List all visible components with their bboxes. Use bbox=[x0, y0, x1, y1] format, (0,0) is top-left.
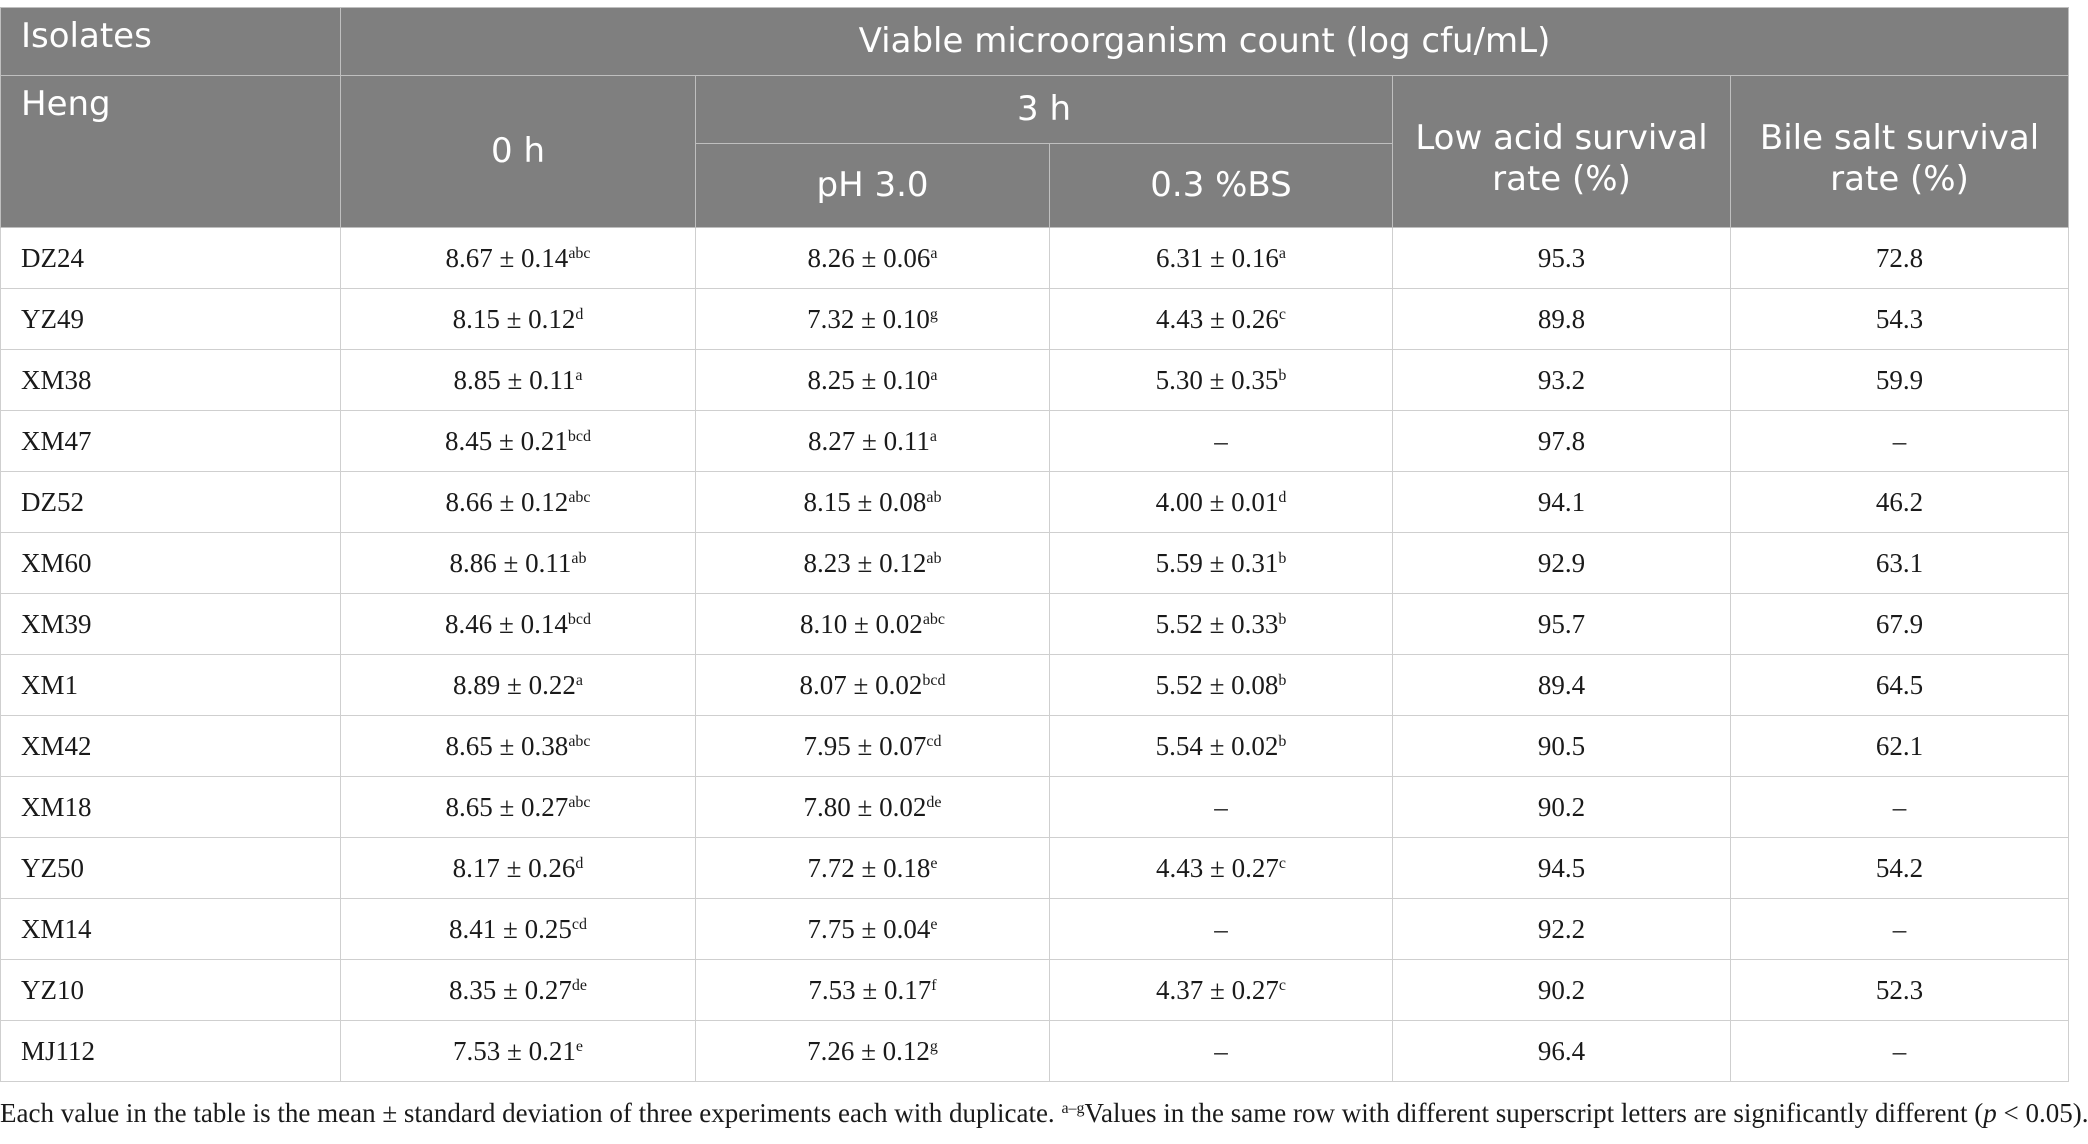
significance-superscript: g bbox=[929, 1037, 938, 1055]
bile-salt-count-cell bbox=[1050, 899, 1393, 960]
footnote-text-3: < 0.05). bbox=[1996, 1098, 2088, 1128]
isolate-name-value: MJ112 bbox=[21, 1035, 96, 1066]
isolate-name-value: YZ10 bbox=[21, 974, 84, 1005]
isolate-name-cell bbox=[1, 411, 341, 472]
low-acid-rate-value: 90.5 bbox=[1537, 730, 1586, 761]
isolate-name-value: XM60 bbox=[21, 547, 92, 578]
count-0h-cell bbox=[341, 411, 696, 472]
data-table bbox=[0, 7, 2069, 1082]
significance-superscript: c bbox=[1278, 976, 1286, 994]
significance-superscript: ab bbox=[926, 488, 942, 506]
ph3-count-cell bbox=[696, 777, 1050, 838]
count-0h-cell bbox=[341, 716, 696, 777]
low-acid-rate-value: 92.9 bbox=[1537, 547, 1586, 578]
low-acid-rate-value: 89.8 bbox=[1537, 303, 1586, 334]
isolate-name-value: DZ24 bbox=[21, 242, 84, 273]
ph3-count-value: 7.53 ± 0.17 bbox=[808, 974, 932, 1005]
low-acid-rate-value: 95.3 bbox=[1537, 242, 1586, 273]
ph3-count-cell bbox=[696, 838, 1050, 899]
bile-salt-rate-value: 72.8 bbox=[1875, 242, 1924, 273]
bile-salt-rate-cell bbox=[1731, 411, 2069, 472]
isolate-name-value: DZ52 bbox=[21, 486, 84, 517]
header-bile-salt-survival: Bile salt survival rate (%) bbox=[1731, 76, 2069, 228]
ph3-count-value: 7.75 ± 0.04 bbox=[807, 913, 931, 944]
low-acid-rate-cell bbox=[1393, 411, 1731, 472]
isolate-name-cell bbox=[1, 716, 341, 777]
table-row bbox=[1, 1021, 2069, 1082]
isolate-name-cell bbox=[1, 228, 341, 289]
low-acid-rate-value: 92.2 bbox=[1537, 913, 1586, 944]
low-acid-rate-cell bbox=[1393, 716, 1731, 777]
low-acid-rate-cell bbox=[1393, 777, 1731, 838]
ph3-count-value: 7.72 ± 0.18 bbox=[807, 852, 931, 883]
isolate-name-cell bbox=[1, 350, 341, 411]
ph3-count-value: 8.10 ± 0.02 bbox=[799, 608, 923, 639]
ph3-count-cell bbox=[696, 472, 1050, 533]
ph3-count-cell bbox=[696, 350, 1050, 411]
significance-superscript: a bbox=[930, 366, 938, 384]
isolate-name-value: XM42 bbox=[21, 730, 92, 761]
bile-salt-rate-cell bbox=[1731, 289, 2069, 350]
bile-salt-count-cell bbox=[1050, 838, 1393, 899]
count-0h-value: 8.41 ± 0.25 bbox=[449, 913, 572, 944]
table-footnote bbox=[0, 1098, 2088, 1129]
bile-salt-rate-value: 62.1 bbox=[1875, 730, 1924, 761]
bile-salt-rate-cell bbox=[1731, 533, 2069, 594]
bile-salt-count-cell bbox=[1050, 472, 1393, 533]
significance-superscript: b bbox=[1278, 610, 1287, 628]
ph3-count-value: 7.80 ± 0.02 bbox=[803, 791, 927, 822]
count-0h-cell bbox=[341, 594, 696, 655]
isolate-name-cell bbox=[1, 533, 341, 594]
bile-salt-rate-value: – bbox=[1892, 1035, 1907, 1066]
significance-superscript: de bbox=[926, 793, 942, 811]
bile-salt-count-cell bbox=[1050, 594, 1393, 655]
significance-superscript: b bbox=[1278, 732, 1287, 750]
bile-salt-count-cell bbox=[1050, 350, 1393, 411]
bile-salt-rate-value: 63.1 bbox=[1875, 547, 1924, 578]
significance-superscript: abc bbox=[568, 732, 591, 750]
table-row bbox=[1, 777, 2069, 838]
significance-superscript: a bbox=[575, 671, 583, 689]
bile-salt-rate-value: 46.2 bbox=[1875, 486, 1924, 517]
bile-salt-rate-value: – bbox=[1892, 913, 1907, 944]
bile-salt-rate-value: – bbox=[1892, 791, 1907, 822]
isolate-name-cell bbox=[1, 594, 341, 655]
count-0h-value: 8.85 ± 0.11 bbox=[453, 364, 576, 395]
header-ph3: pH 3.0 bbox=[696, 144, 1050, 228]
significance-superscript: cd bbox=[926, 732, 942, 750]
bile-salt-rate-value: 64.5 bbox=[1875, 669, 1924, 700]
count-0h-cell bbox=[341, 899, 696, 960]
table-row bbox=[1, 594, 2069, 655]
isolate-name-value: XM47 bbox=[21, 425, 92, 456]
bile-salt-rate-value: 54.3 bbox=[1875, 303, 1924, 334]
low-acid-rate-cell bbox=[1393, 228, 1731, 289]
table-row bbox=[1, 411, 2069, 472]
count-0h-value: 8.46 ± 0.14 bbox=[445, 608, 568, 639]
ph3-count-value: 8.27 ± 0.11 bbox=[808, 425, 930, 456]
count-0h-cell bbox=[341, 838, 696, 899]
footnote-text-1: Each value in the table is the mean ± standard deviation of three experiments each with duplicate. bbox=[0, 1098, 1062, 1128]
count-0h-value: 8.65 ± 0.27 bbox=[445, 791, 569, 822]
isolate-name-cell bbox=[1, 472, 341, 533]
table-body bbox=[1, 228, 2069, 1082]
significance-superscript: b bbox=[1278, 671, 1287, 689]
low-acid-rate-cell bbox=[1393, 472, 1731, 533]
bile-salt-count-cell bbox=[1050, 655, 1393, 716]
significance-superscript: d bbox=[575, 305, 584, 323]
bile-salt-count-cell bbox=[1050, 960, 1393, 1021]
bile-salt-rate-cell bbox=[1731, 899, 2069, 960]
low-acid-rate-cell bbox=[1393, 1021, 1731, 1082]
table-row bbox=[1, 533, 2069, 594]
ph3-count-cell bbox=[696, 289, 1050, 350]
count-0h-value: 8.86 ± 0.11 bbox=[449, 547, 572, 578]
table-row bbox=[1, 716, 2069, 777]
ph3-count-value: 8.26 ± 0.06 bbox=[807, 242, 931, 273]
significance-superscript: bcd bbox=[567, 610, 591, 628]
significance-superscript: ab bbox=[571, 549, 587, 567]
low-acid-rate-value: 90.2 bbox=[1537, 974, 1586, 1005]
low-acid-rate-cell bbox=[1393, 289, 1731, 350]
isolate-name-value: XM1 bbox=[21, 669, 79, 700]
low-acid-rate-value: 93.2 bbox=[1537, 364, 1586, 395]
header-viable-count: Viable microorganism count (log cfu/mL) bbox=[341, 8, 2069, 76]
significance-superscript: abc bbox=[922, 610, 946, 628]
bile-salt-count-cell bbox=[1050, 777, 1393, 838]
bile-salt-count-value: 5.30 ± 0.35 bbox=[1155, 364, 1279, 395]
isolate-name-value: XM39 bbox=[21, 608, 92, 639]
count-0h-cell bbox=[341, 533, 696, 594]
count-0h-value: 8.89 ± 0.22 bbox=[453, 669, 576, 700]
bile-salt-rate-cell bbox=[1731, 960, 2069, 1021]
low-acid-rate-cell bbox=[1393, 350, 1731, 411]
count-0h-cell bbox=[341, 228, 696, 289]
low-acid-rate-cell bbox=[1393, 899, 1731, 960]
low-acid-rate-value: 94.5 bbox=[1537, 852, 1586, 883]
bile-salt-rate-value: 67.9 bbox=[1875, 608, 1924, 639]
low-acid-rate-cell bbox=[1393, 533, 1731, 594]
ph3-count-value: 7.32 ± 0.10 bbox=[807, 303, 930, 334]
table-row bbox=[1, 350, 2069, 411]
count-0h-cell bbox=[341, 655, 696, 716]
low-acid-rate-cell bbox=[1393, 838, 1731, 899]
header-isolates: Isolates bbox=[1, 8, 341, 76]
significance-superscript: f bbox=[931, 976, 937, 994]
significance-superscript: d bbox=[575, 854, 584, 872]
bile-salt-count-cell bbox=[1050, 228, 1393, 289]
bile-salt-count-value: 6.31 ± 0.16 bbox=[1156, 242, 1279, 273]
table-row bbox=[1, 655, 2069, 716]
count-0h-value: 8.45 ± 0.21 bbox=[445, 425, 568, 456]
table-row bbox=[1, 960, 2069, 1021]
bile-salt-count-cell bbox=[1050, 411, 1393, 472]
bile-salt-rate-value: 52.3 bbox=[1875, 974, 1924, 1005]
isolate-name-cell bbox=[1, 899, 341, 960]
significance-superscript: c bbox=[1278, 305, 1286, 323]
bile-salt-count-value: 4.43 ± 0.26 bbox=[1156, 303, 1279, 334]
footnote-text-2: Values in the same row with different superscript letters are significantly different ( bbox=[1084, 1098, 1984, 1128]
header-0h: 0 h bbox=[341, 76, 696, 228]
count-0h-value: 8.15 ± 0.12 bbox=[452, 303, 576, 334]
ph3-count-cell bbox=[696, 228, 1050, 289]
low-acid-rate-cell bbox=[1393, 655, 1731, 716]
isolate-name-cell bbox=[1, 960, 341, 1021]
low-acid-rate-value: 95.7 bbox=[1537, 608, 1586, 639]
count-0h-cell bbox=[341, 289, 696, 350]
count-0h-value: 8.65 ± 0.38 bbox=[445, 730, 569, 761]
bile-salt-count-value: 5.54 ± 0.02 bbox=[1155, 730, 1279, 761]
significance-superscript: e bbox=[930, 854, 938, 872]
ph3-count-value: 8.23 ± 0.12 bbox=[803, 547, 927, 578]
bile-salt-rate-cell bbox=[1731, 1021, 2069, 1082]
ph3-count-cell bbox=[696, 655, 1050, 716]
significance-superscript: c bbox=[1278, 854, 1286, 872]
bile-salt-rate-cell bbox=[1731, 594, 2069, 655]
count-0h-cell bbox=[341, 777, 696, 838]
bile-salt-rate-cell bbox=[1731, 228, 2069, 289]
footnote-p-symbol: p bbox=[1983, 1098, 1997, 1128]
significance-superscript: abc bbox=[568, 793, 591, 811]
ph3-count-cell bbox=[696, 533, 1050, 594]
low-acid-rate-value: 96.4 bbox=[1537, 1035, 1586, 1066]
header-heng: Heng bbox=[1, 76, 341, 228]
significance-superscript: e bbox=[575, 1037, 583, 1055]
bile-salt-count-cell bbox=[1050, 1021, 1393, 1082]
significance-superscript: g bbox=[929, 305, 938, 323]
low-acid-rate-cell bbox=[1393, 594, 1731, 655]
low-acid-rate-value: 89.4 bbox=[1537, 669, 1586, 700]
bile-salt-rate-cell bbox=[1731, 777, 2069, 838]
count-0h-value: 8.17 ± 0.26 bbox=[452, 852, 576, 883]
isolate-name-cell bbox=[1, 655, 341, 716]
ph3-count-value: 7.95 ± 0.07 bbox=[803, 730, 927, 761]
isolate-name-value: YZ49 bbox=[21, 303, 84, 334]
bile-salt-count-value: – bbox=[1214, 791, 1228, 822]
low-acid-rate-cell bbox=[1393, 960, 1731, 1021]
header-3h: 3 h bbox=[696, 76, 1393, 144]
count-0h-value: 8.67 ± 0.14 bbox=[445, 242, 569, 273]
significance-superscript: a bbox=[930, 244, 938, 262]
isolate-name-cell bbox=[1, 838, 341, 899]
count-0h-value: 8.35 ± 0.27 bbox=[449, 974, 572, 1005]
significance-superscript: b bbox=[1278, 366, 1287, 384]
bile-salt-rate-cell bbox=[1731, 655, 2069, 716]
significance-superscript: bcd bbox=[922, 671, 946, 689]
ph3-count-value: 8.25 ± 0.10 bbox=[807, 364, 931, 395]
bile-salt-count-value: 4.43 ± 0.27 bbox=[1156, 852, 1279, 883]
bile-salt-count-value: 4.00 ± 0.01 bbox=[1155, 486, 1279, 517]
bile-salt-count-cell bbox=[1050, 289, 1393, 350]
ph3-count-value: 8.15 ± 0.08 bbox=[803, 486, 927, 517]
ph3-count-cell bbox=[696, 411, 1050, 472]
significance-superscript: e bbox=[930, 915, 938, 933]
ph3-count-cell bbox=[696, 716, 1050, 777]
bile-salt-count-value: 4.37 ± 0.27 bbox=[1156, 974, 1279, 1005]
isolate-name-value: XM38 bbox=[21, 364, 92, 395]
bile-salt-rate-cell bbox=[1731, 472, 2069, 533]
bile-salt-count-value: 5.52 ± 0.33 bbox=[1155, 608, 1279, 639]
ph3-count-cell bbox=[696, 594, 1050, 655]
significance-superscript: de bbox=[571, 976, 587, 994]
table-row bbox=[1, 472, 2069, 533]
ph3-count-cell bbox=[696, 960, 1050, 1021]
count-0h-cell bbox=[341, 1021, 696, 1082]
bile-salt-rate-value: 59.9 bbox=[1875, 364, 1924, 395]
table-row bbox=[1, 228, 2069, 289]
significance-superscript: bcd bbox=[567, 427, 591, 445]
significance-superscript: abc bbox=[568, 488, 591, 506]
bile-salt-count-value: 5.52 ± 0.08 bbox=[1155, 669, 1279, 700]
bile-salt-count-value: – bbox=[1214, 913, 1228, 944]
bile-salt-count-value: – bbox=[1214, 1035, 1228, 1066]
table-row bbox=[1, 838, 2069, 899]
significance-superscript: cd bbox=[571, 915, 587, 933]
low-acid-rate-value: 97.8 bbox=[1537, 425, 1586, 456]
isolate-name-cell bbox=[1, 1021, 341, 1082]
bile-salt-count-cell bbox=[1050, 716, 1393, 777]
count-0h-cell bbox=[341, 960, 696, 1021]
isolate-name-cell bbox=[1, 289, 341, 350]
isolate-name-cell bbox=[1, 777, 341, 838]
bile-salt-count-value: 5.59 ± 0.31 bbox=[1155, 547, 1279, 578]
bile-salt-count-value: – bbox=[1214, 425, 1228, 456]
bile-salt-rate-value: 54.2 bbox=[1875, 852, 1924, 883]
significance-superscript: a bbox=[1278, 244, 1286, 262]
footnote-superscript: a–g bbox=[1061, 1100, 1085, 1117]
significance-superscript: a bbox=[929, 427, 937, 445]
table-row bbox=[1, 289, 2069, 350]
isolate-name-value: YZ50 bbox=[21, 852, 84, 883]
table-row bbox=[1, 899, 2069, 960]
bile-salt-rate-cell bbox=[1731, 838, 2069, 899]
count-0h-value: 8.66 ± 0.12 bbox=[445, 486, 569, 517]
low-acid-rate-value: 90.2 bbox=[1537, 791, 1586, 822]
low-acid-rate-value: 94.1 bbox=[1537, 486, 1586, 517]
count-0h-cell bbox=[341, 472, 696, 533]
header-low-acid-survival: Low acid survival rate (%) bbox=[1393, 76, 1731, 228]
ph3-count-value: 8.07 ± 0.02 bbox=[799, 669, 923, 700]
ph3-count-cell bbox=[696, 1021, 1050, 1082]
isolate-name-value: XM14 bbox=[21, 913, 92, 944]
significance-superscript: d bbox=[1278, 488, 1287, 506]
count-0h-value: 7.53 ± 0.21 bbox=[453, 1035, 576, 1066]
significance-superscript: a bbox=[575, 366, 583, 384]
significance-superscript: ab bbox=[926, 549, 942, 567]
significance-superscript: b bbox=[1278, 549, 1287, 567]
bile-salt-count-cell bbox=[1050, 533, 1393, 594]
count-0h-cell bbox=[341, 350, 696, 411]
significance-superscript: abc bbox=[568, 244, 591, 262]
bile-salt-rate-cell bbox=[1731, 716, 2069, 777]
bile-salt-rate-cell bbox=[1731, 350, 2069, 411]
isolate-name-value: XM18 bbox=[21, 791, 92, 822]
ph3-count-value: 7.26 ± 0.12 bbox=[807, 1035, 930, 1066]
ph3-count-cell bbox=[696, 899, 1050, 960]
bile-salt-rate-value: – bbox=[1892, 425, 1907, 456]
header-bs: 0.3 %BS bbox=[1050, 144, 1393, 228]
